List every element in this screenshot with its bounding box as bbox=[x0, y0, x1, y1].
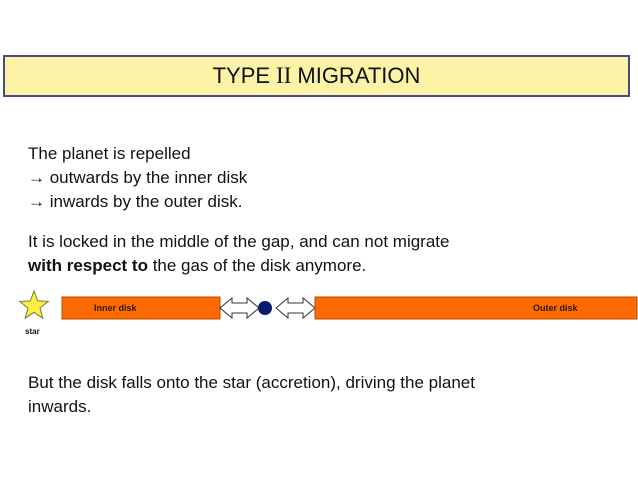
locked-line: It is locked in the middle of the gap, and can not migrate bbox=[28, 232, 450, 251]
inwards-word-line: inwards. bbox=[28, 397, 92, 416]
inward-arrow-icon bbox=[276, 298, 315, 318]
disk-diagram bbox=[0, 286, 638, 342]
respect-bold-text: with respect to bbox=[28, 256, 148, 275]
outer-disk-label: Outer disk bbox=[533, 303, 578, 313]
respect-line bbox=[28, 254, 449, 278]
planet-icon bbox=[258, 301, 272, 315]
repelled-line: The planet is repelled bbox=[28, 144, 191, 163]
outward-arrow-icon bbox=[220, 298, 259, 318]
star-label: star bbox=[25, 327, 40, 336]
title-prefix: TYPE bbox=[212, 63, 271, 88]
accretion-paragraph bbox=[28, 371, 475, 419]
locked-paragraph bbox=[28, 230, 449, 278]
title-suffix: MIGRATION bbox=[297, 63, 421, 88]
slide-title bbox=[3, 55, 630, 97]
accretion-line: But the disk falls onto the star (accretion), driving the planet bbox=[28, 373, 475, 392]
inner-disk-bar bbox=[62, 297, 220, 319]
inwards-line: → inwards by the outer disk. bbox=[28, 192, 243, 211]
outwards-line: → outwards by the inner disk bbox=[28, 168, 248, 187]
inner-disk-label: Inner disk bbox=[94, 303, 137, 313]
repelled-paragraph bbox=[28, 142, 247, 214]
star-icon bbox=[20, 291, 49, 318]
title-roman-numeral: II bbox=[276, 63, 292, 88]
outer-disk-bar bbox=[315, 297, 637, 319]
respect-rest-text: the gas of the disk anymore. bbox=[147, 256, 367, 275]
